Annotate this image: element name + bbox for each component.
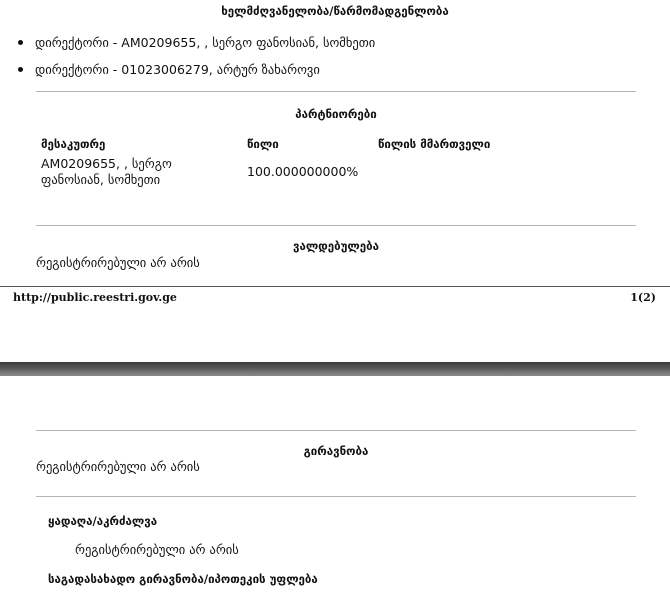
representation-id: AM0209655 <box>121 35 197 50</box>
tax-lien-title: საგადასახადო გირავნობა/იპოთეკის უფლება <box>48 572 318 586</box>
representation-id: 01023006279 <box>121 62 209 77</box>
section-divider <box>36 225 636 226</box>
section-divider <box>36 430 636 431</box>
representation-details: , არტურ ზახაროვი <box>208 62 320 77</box>
footer-page-number: 1(2) <box>630 291 656 304</box>
seizure-title: ყადაღა/აკრძალვა <box>48 514 158 528</box>
obligation-title: ვალდებულება <box>292 239 380 253</box>
representation-role: დირექტორი <box>35 35 109 50</box>
page-break <box>0 362 670 376</box>
section-divider <box>36 496 636 497</box>
document-page-2 <box>0 376 670 599</box>
representation-role: დირექტორი <box>35 62 109 77</box>
bullet-icon <box>18 67 23 72</box>
bullet-icon <box>18 40 23 45</box>
pledge-title: გირავნობა <box>303 444 369 458</box>
partners-column-manager: წილის მმართველი <box>378 137 491 151</box>
pledge-value: რეგისტრირებული არ არის <box>36 459 200 474</box>
partners-share-cell: 100.000000000% <box>247 164 359 179</box>
representation-item: დირექტორი - AM0209655, , სერგო ფანოსიან, სომხეთი <box>18 35 375 50</box>
footer-divider <box>0 286 670 287</box>
representation-title: ხელმძღვანელობა/წარმომადგენლობა <box>221 4 449 18</box>
representation-item: დირექტორი - 01023006279, არტურ ზახაროვი <box>18 62 320 77</box>
partners-column-share: წილი <box>247 137 279 151</box>
partners-column-owner: მესაკუთრე <box>41 137 106 151</box>
representation-details: , , სერგო ფანოსიან, სომხეთი <box>196 35 376 50</box>
seizure-value: რეგისტრირებული არ არის <box>75 542 239 557</box>
section-divider <box>36 91 636 92</box>
partners-owner-line: ფანოსიან, სომხეთი <box>41 172 161 187</box>
footer-url: http://public.reestri.gov.ge <box>13 291 177 304</box>
partners-owner-cell <box>41 156 241 188</box>
partners-title: პარტნიორები <box>295 107 377 121</box>
obligation-value: რეგისტრირებული არ არის <box>36 255 200 270</box>
partners-owner-line: AM0209655, , სერგო <box>41 156 172 171</box>
